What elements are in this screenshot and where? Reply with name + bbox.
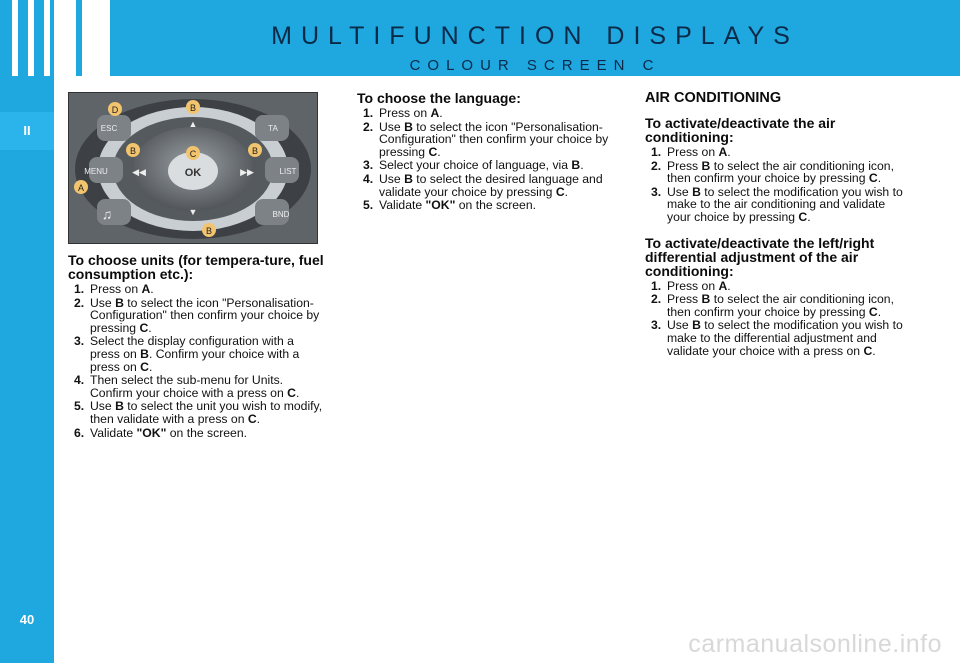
step-text: Use B to select the icon "Personalisation-Configuration" then confirm your choice by pressing C. xyxy=(90,295,320,335)
step-text: Validate "OK" on the screen. xyxy=(90,425,247,440)
watermark: carmanualsonline.info xyxy=(688,630,942,658)
chapter-tab[interactable]: II xyxy=(0,112,54,150)
units-section xyxy=(68,253,326,440)
step-text: Select your choice of language, via B. xyxy=(379,158,584,173)
label-b-top: B xyxy=(189,103,197,113)
list-button[interactable]: LIST xyxy=(279,167,297,176)
forward-icon: ▶▶ xyxy=(240,167,254,177)
page-title: MULTIFUNCTION DISPLAYS xyxy=(271,22,799,50)
label-b-right: B xyxy=(251,146,259,156)
step-item xyxy=(68,427,326,440)
label-b-bottom: B xyxy=(205,226,213,236)
step-number: 2. xyxy=(651,292,662,307)
step-item xyxy=(68,374,326,399)
page-subtitle: COLOUR SCREEN C xyxy=(409,57,661,74)
step-text: Press on A. xyxy=(90,282,154,296)
aircon-diff-heading: To activate/deactivate the left/right differential adjustment of the air conditioning: xyxy=(645,234,875,279)
ta-button[interactable]: TA xyxy=(268,124,278,133)
step-text: Use B to select the icon "Personalisation-Configuration" then confirm your choice by pressing C. xyxy=(379,119,609,159)
music-icon: ♫ xyxy=(101,206,113,222)
step-text: Validate "OK" on the screen. xyxy=(379,198,536,213)
step-number: 1. xyxy=(651,278,662,293)
step-text: Use B to select the modification you wish to make to the air conditioning and validate your choice by pressing C. xyxy=(667,184,903,224)
language-section xyxy=(357,91,613,213)
step-number: 6. xyxy=(74,425,85,440)
step-item xyxy=(357,173,613,198)
ok-button[interactable]: OK xyxy=(184,167,202,179)
step-item xyxy=(357,159,613,172)
step-text: Press B to select the air conditioning icon, then confirm your choice by pressing C. xyxy=(667,158,894,186)
step-item xyxy=(68,283,326,296)
step-item xyxy=(68,297,326,335)
step-item xyxy=(357,199,613,212)
step-item xyxy=(645,160,905,185)
page-number: 40 xyxy=(19,612,35,627)
aircon-title: AIR CONDITIONING xyxy=(645,90,782,106)
step-text: Select the display configuration with a press on B. Confirm your choice with a press on C. xyxy=(90,334,300,374)
language-heading: To choose the language: xyxy=(357,90,521,106)
step-text: Press on A. xyxy=(667,278,731,293)
step-item xyxy=(645,293,905,318)
language-steps xyxy=(357,107,613,212)
left-sidebar xyxy=(0,0,54,663)
units-steps xyxy=(68,283,326,439)
step-number: 3. xyxy=(651,318,662,333)
step-number: 1. xyxy=(74,282,85,296)
bnd-button[interactable]: BND xyxy=(272,210,290,219)
esc-button[interactable]: ESC xyxy=(100,124,118,133)
control-panel-illustration xyxy=(69,93,317,243)
step-item xyxy=(68,335,326,373)
step-number: 4. xyxy=(74,373,85,388)
down-arrow-icon: ▼ xyxy=(188,207,198,217)
step-number: 5. xyxy=(363,198,374,213)
units-heading: To choose units (for tempera-ture, fuel consumption etc.): xyxy=(68,252,324,282)
step-number: 4. xyxy=(363,171,374,186)
step-item xyxy=(357,121,613,159)
step-number: 2. xyxy=(363,119,374,134)
menu-button[interactable]: MENU xyxy=(84,167,108,176)
rewind-icon: ◀◀ xyxy=(132,167,146,177)
step-text: Use B to select the desired language and validate your choice by pressing C. xyxy=(379,171,603,199)
step-item xyxy=(357,107,613,120)
aircon-activate-steps xyxy=(645,146,905,224)
step-number: 3. xyxy=(74,334,85,349)
label-a: A xyxy=(77,183,85,193)
step-number: 3. xyxy=(363,158,374,173)
step-number: 5. xyxy=(74,399,85,414)
aircon-diff-steps xyxy=(645,280,905,358)
step-text: Press on A. xyxy=(667,145,731,159)
header-stripes xyxy=(0,0,110,76)
step-item xyxy=(68,400,326,425)
control-panel-photo xyxy=(68,92,318,244)
step-text: Press on A. xyxy=(379,106,443,120)
step-number: 2. xyxy=(651,158,662,173)
step-text: Press B to select the air conditioning icon, then confirm your choice by pressing C. xyxy=(667,292,894,319)
step-item xyxy=(645,186,905,224)
step-text: Use B to select the modification you wish to make to the differential adjustment and validate your choice with a press on C. xyxy=(667,318,903,358)
up-arrow-icon: ▲ xyxy=(188,119,198,129)
label-d: D xyxy=(111,105,119,115)
step-text: Then select the sub-menu for Units. Confirm your choice with a press on C. xyxy=(90,373,300,400)
step-item xyxy=(645,319,905,357)
label-b-left: B xyxy=(129,146,137,156)
step-item xyxy=(645,280,905,293)
step-number: 2. xyxy=(74,295,85,310)
aircon-activate-heading: To activate/deactivate the air conditioning: xyxy=(645,115,836,145)
aircon-section xyxy=(645,91,905,358)
step-item xyxy=(645,146,905,159)
step-number: 1. xyxy=(363,106,374,120)
step-text: Use B to select the unit you wish to modify, then validate with a press on C. xyxy=(90,399,323,426)
step-number: 1. xyxy=(651,145,662,159)
label-c: C xyxy=(189,149,197,159)
page-header xyxy=(110,0,960,76)
step-number: 3. xyxy=(651,184,662,199)
